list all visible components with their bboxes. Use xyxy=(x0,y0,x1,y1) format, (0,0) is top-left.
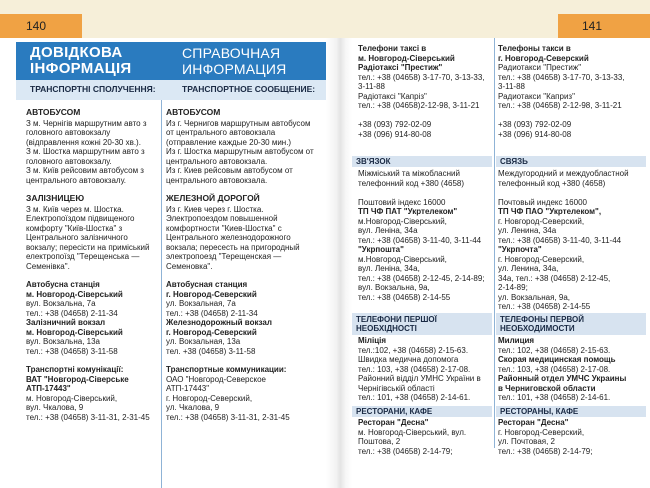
taxi-section-ukrainian xyxy=(358,44,498,139)
taxi-heading: Телефони таксі в м. Новгород-Сіверський xyxy=(358,44,455,63)
post-text: м.Новгород-Сіверський, вул. Леніна, 34а, тел.: +38 (04658) 2-12-45, 2-14-89; вул. Вокзальна, 9а, тел.: +38 (04658) 2-14-55 xyxy=(358,254,485,302)
communications-heading: Транспортные коммуникации: xyxy=(166,365,287,374)
police-phone: тел.: 102, +38 (04658) 2-15-63. xyxy=(498,345,611,355)
taxi-company: Радіотаксі "Престиж" xyxy=(358,63,443,72)
bus-text: Из г. Чернигов маршрутным автобусом от центрального автовокзала (отправление каждые 20-30 мин.) Из г. Шостка маршрутным автобусом от центрального автовокзала. Из г. Киев рейсовым автобусом от центрального автовокзала. xyxy=(166,118,314,185)
restaurants-heading: РЕСТОРАНИ, КАФЕ xyxy=(356,407,433,416)
section-header xyxy=(16,42,326,80)
communication-text: Міжміський та міжобласний телефонний код +380 (4658) Поштовий індекс 16000 xyxy=(358,169,465,207)
taxi-phones: тел.: +38 (04658) 3-17-70, 3-13-33, 3-11-88 Радиотакси "Каприз" тел.: +38 (04658) 2-12-98, 3-11-21 +38 (093) 792-02-09 +38 (096) 914-80-08 xyxy=(498,72,625,139)
restaurant-text: м. Новгород-Сіверський, вул. Поштова, 2 тел.: +38 (04658) 2-14-79; xyxy=(358,427,467,456)
emergency-section-russian xyxy=(498,336,638,403)
communication-text: Междугородний и междуобластной телефонный код +380 (4658) Почтовый индекс 16000 xyxy=(498,169,629,207)
police-heading: Міліція xyxy=(358,336,386,345)
subheader-ukrainian: ТРАНСПОРТНІ СПОЛУЧЕННЯ: xyxy=(30,84,156,94)
rail-text: З м. Київ через м. Шостка. Електропоїздом підвищеного комфорту "Київ-Шостка" з Центрального залізничного вокзалу; пересісти на приміський електропоїзд "Терещенська — Семенівка". xyxy=(26,204,150,271)
communication-band-ukrainian xyxy=(352,156,492,167)
column-divider xyxy=(161,100,162,488)
bus-heading: АВТОБУСОМ xyxy=(166,107,221,117)
title-russian: СПРАВОЧНАЯ ИНФОРМАЦИЯ xyxy=(182,45,287,77)
subheader-russian: ТРАНСПОРТНОЕ СООБЩЕНИЕ: xyxy=(182,84,316,94)
bus-heading: АВТОБУСОМ xyxy=(26,107,81,117)
emergency-heading: ТЕЛЕФОНИ ПЕРШОЇ НЕОБХІДНОСТІ xyxy=(356,315,437,333)
rail-text: Из г. Киев через г. Шостка. Электропоездом повышенной комфортности "Киев-Шостка" с Центрального железнодорожного вокзала; пересесть на пригородный электропоезд "Терещенская — Семеновка". xyxy=(166,204,300,271)
book-spine xyxy=(326,38,352,488)
communications-text: ОАО "Новгород-Северское АТП-17443" г. Новгород-Северский, ул. Чкалова, 9 тел.: +38 (04658) 3-11-31, 2-31-45 xyxy=(166,374,290,422)
rail-station-heading: Железнодорожный вокзал г. Новгород-Северский xyxy=(166,318,272,337)
bus-station-text: вул. Вокзальна, 7а тел.: +38 (04658) 2-11-34 xyxy=(26,299,118,318)
bus-text: З м. Чернігів маршрутним авто з головного автовокзалу (відправлення кожні 20-30 хв.). З м. Шостка маршрутним авто з головного автовокзалу. З м. Київ рейсовим автобусом з центрального автовокзалу. xyxy=(26,118,147,185)
taxi-heading: Телефоны такси в г. Новгород-Северский xyxy=(498,44,589,63)
bus-station-text: ул. Вокзальная, 7а тел.: +38 (04658) 2-11-34 xyxy=(166,299,258,318)
communication-section-ukrainian xyxy=(358,169,498,302)
post-heading: "Укрпочта" xyxy=(498,245,542,254)
emergency-heading: ТЕЛЕФОНЫ ПЕРВОЙ НЕОБХОДИМОСТИ xyxy=(500,315,585,333)
communication-section-russian xyxy=(498,169,638,312)
restaurant-text: г. Новгород-Северский, ул. Почтовая, 2 тел.: +38 (04658) 2-14-79; xyxy=(498,427,593,456)
subheader-transport xyxy=(16,80,326,100)
police-heading: Милиция xyxy=(498,336,535,345)
emergency-section-ukrainian xyxy=(358,336,498,403)
rail-station-text: вул. Вокзальна, 13а тел.: +38 (04658) 3-11-58 xyxy=(26,337,118,356)
ukrtelecom-heading: ТП ЧФ ПАТ "Укртелеком" xyxy=(358,207,458,216)
restaurants-band-ukrainian xyxy=(352,406,492,417)
emergency-text: тел.:102, +38 (04658) 2-15-63. Швидка медична допомога тел.: 103, +38 (04658) 2-17-08. Районний відділ УМНС України в Чернігівській області тел.: 101, +38 (04658) 2-14-61. xyxy=(358,345,481,402)
restaurant-name: Ресторан "Десна" xyxy=(498,418,569,427)
communication-heading: СВЯЗЬ xyxy=(500,157,528,166)
rail-heading: ЗАЛІЗНИЦЕЮ xyxy=(26,193,85,203)
ambulance-phone: тел.: 103, +38 (04658) 2-17-08. xyxy=(498,364,611,374)
ukrtelecom-text: м.Новгород-Сіверський, вул. Леніна, 34а тел.: +38 (04658) 3-11-40, 3-11-44 xyxy=(358,216,482,245)
rail-station-heading: Залізничний вокзал м. Новгород-Сіверський xyxy=(26,318,123,337)
page-number-right: 141 xyxy=(558,14,650,38)
rescue-heading: Районный отдел УМЧС Украины в Черниговской области xyxy=(498,374,627,393)
transport-column-ukrainian xyxy=(26,108,156,422)
ukrtelecom-heading: ТП ЧФ ПАО "Укртелеком", xyxy=(498,207,602,216)
bus-station-heading: Автобусная станция г. Новгород-Северский xyxy=(166,280,257,299)
communication-band-russian xyxy=(496,156,646,167)
ambulance-heading: Скорая медицинская помощь xyxy=(498,355,616,364)
restaurant-name: Ресторан "Десна" xyxy=(358,418,429,427)
rail-station-text: ул. Вокзальная, 13а тел. +38 (04658) 3-11-58 xyxy=(166,337,256,356)
right-page xyxy=(352,38,650,488)
post-heading: "Укрпошта" xyxy=(358,245,404,254)
rescue-phone: тел.: 101, +38 (04658) 2-14-61. xyxy=(498,393,611,402)
bus-station-heading: Автобусна станція м. Новгород-Сіверський xyxy=(26,280,123,299)
taxi-company: Радиотакси "Престиж" xyxy=(498,63,582,72)
rail-heading: ЖЕЛЕЗНОЙ ДОРОГОЙ xyxy=(166,193,260,203)
emergency-band-ukrainian xyxy=(352,313,492,335)
title-ukrainian: ДОВІДКОВА ІНФОРМАЦІЯ xyxy=(30,44,132,77)
ukrtelecom-text: г. Новгород-Северский, ул. Ленина, 34а тел.: +38 (04658) 3-11-40, 3-11-44 xyxy=(498,216,622,245)
page-number-left: 140 xyxy=(0,14,82,38)
restaurants-section-russian xyxy=(498,418,638,456)
post-text: г. Новгород-Северский, ул. Ленина, 34а, 34а, тел.: +38 (04658) 2-12-45, 2-14-89; ул. Вокзальная, 9а, тел.: +38 (04658) 2-14-55 xyxy=(498,254,611,311)
transport-column-russian xyxy=(166,108,316,422)
top-margin xyxy=(0,0,650,38)
restaurants-band-russian xyxy=(496,406,646,417)
communication-heading: ЗВ'ЯЗОК xyxy=(356,157,391,166)
communications-text: м. Новгород-Сіверський, вул. Чкалова, 9 тел.: +38 (04658) 3-11-31, 2-31-45 xyxy=(26,393,150,422)
taxi-phones: тел.: +38 (04658) 3-17-70, 3-13-33, 3-11-88 Радіотаксі "Капріз" тел.: +38 (04658)2-12-98, 3-11-21 +38 (093) 792-02-09 +38 (096) 914-80-08 xyxy=(358,72,485,139)
restaurants-section-ukrainian xyxy=(358,418,498,456)
emergency-band-russian xyxy=(496,313,646,335)
taxi-section-russian xyxy=(498,44,638,139)
communications-heading: Транспортні комунікації: ВАТ "Новгород-Сіверське АТП-17443" xyxy=(26,365,129,393)
restaurants-heading: РЕСТОРАНЫ, КАФЕ xyxy=(500,407,579,416)
left-page xyxy=(0,38,326,488)
